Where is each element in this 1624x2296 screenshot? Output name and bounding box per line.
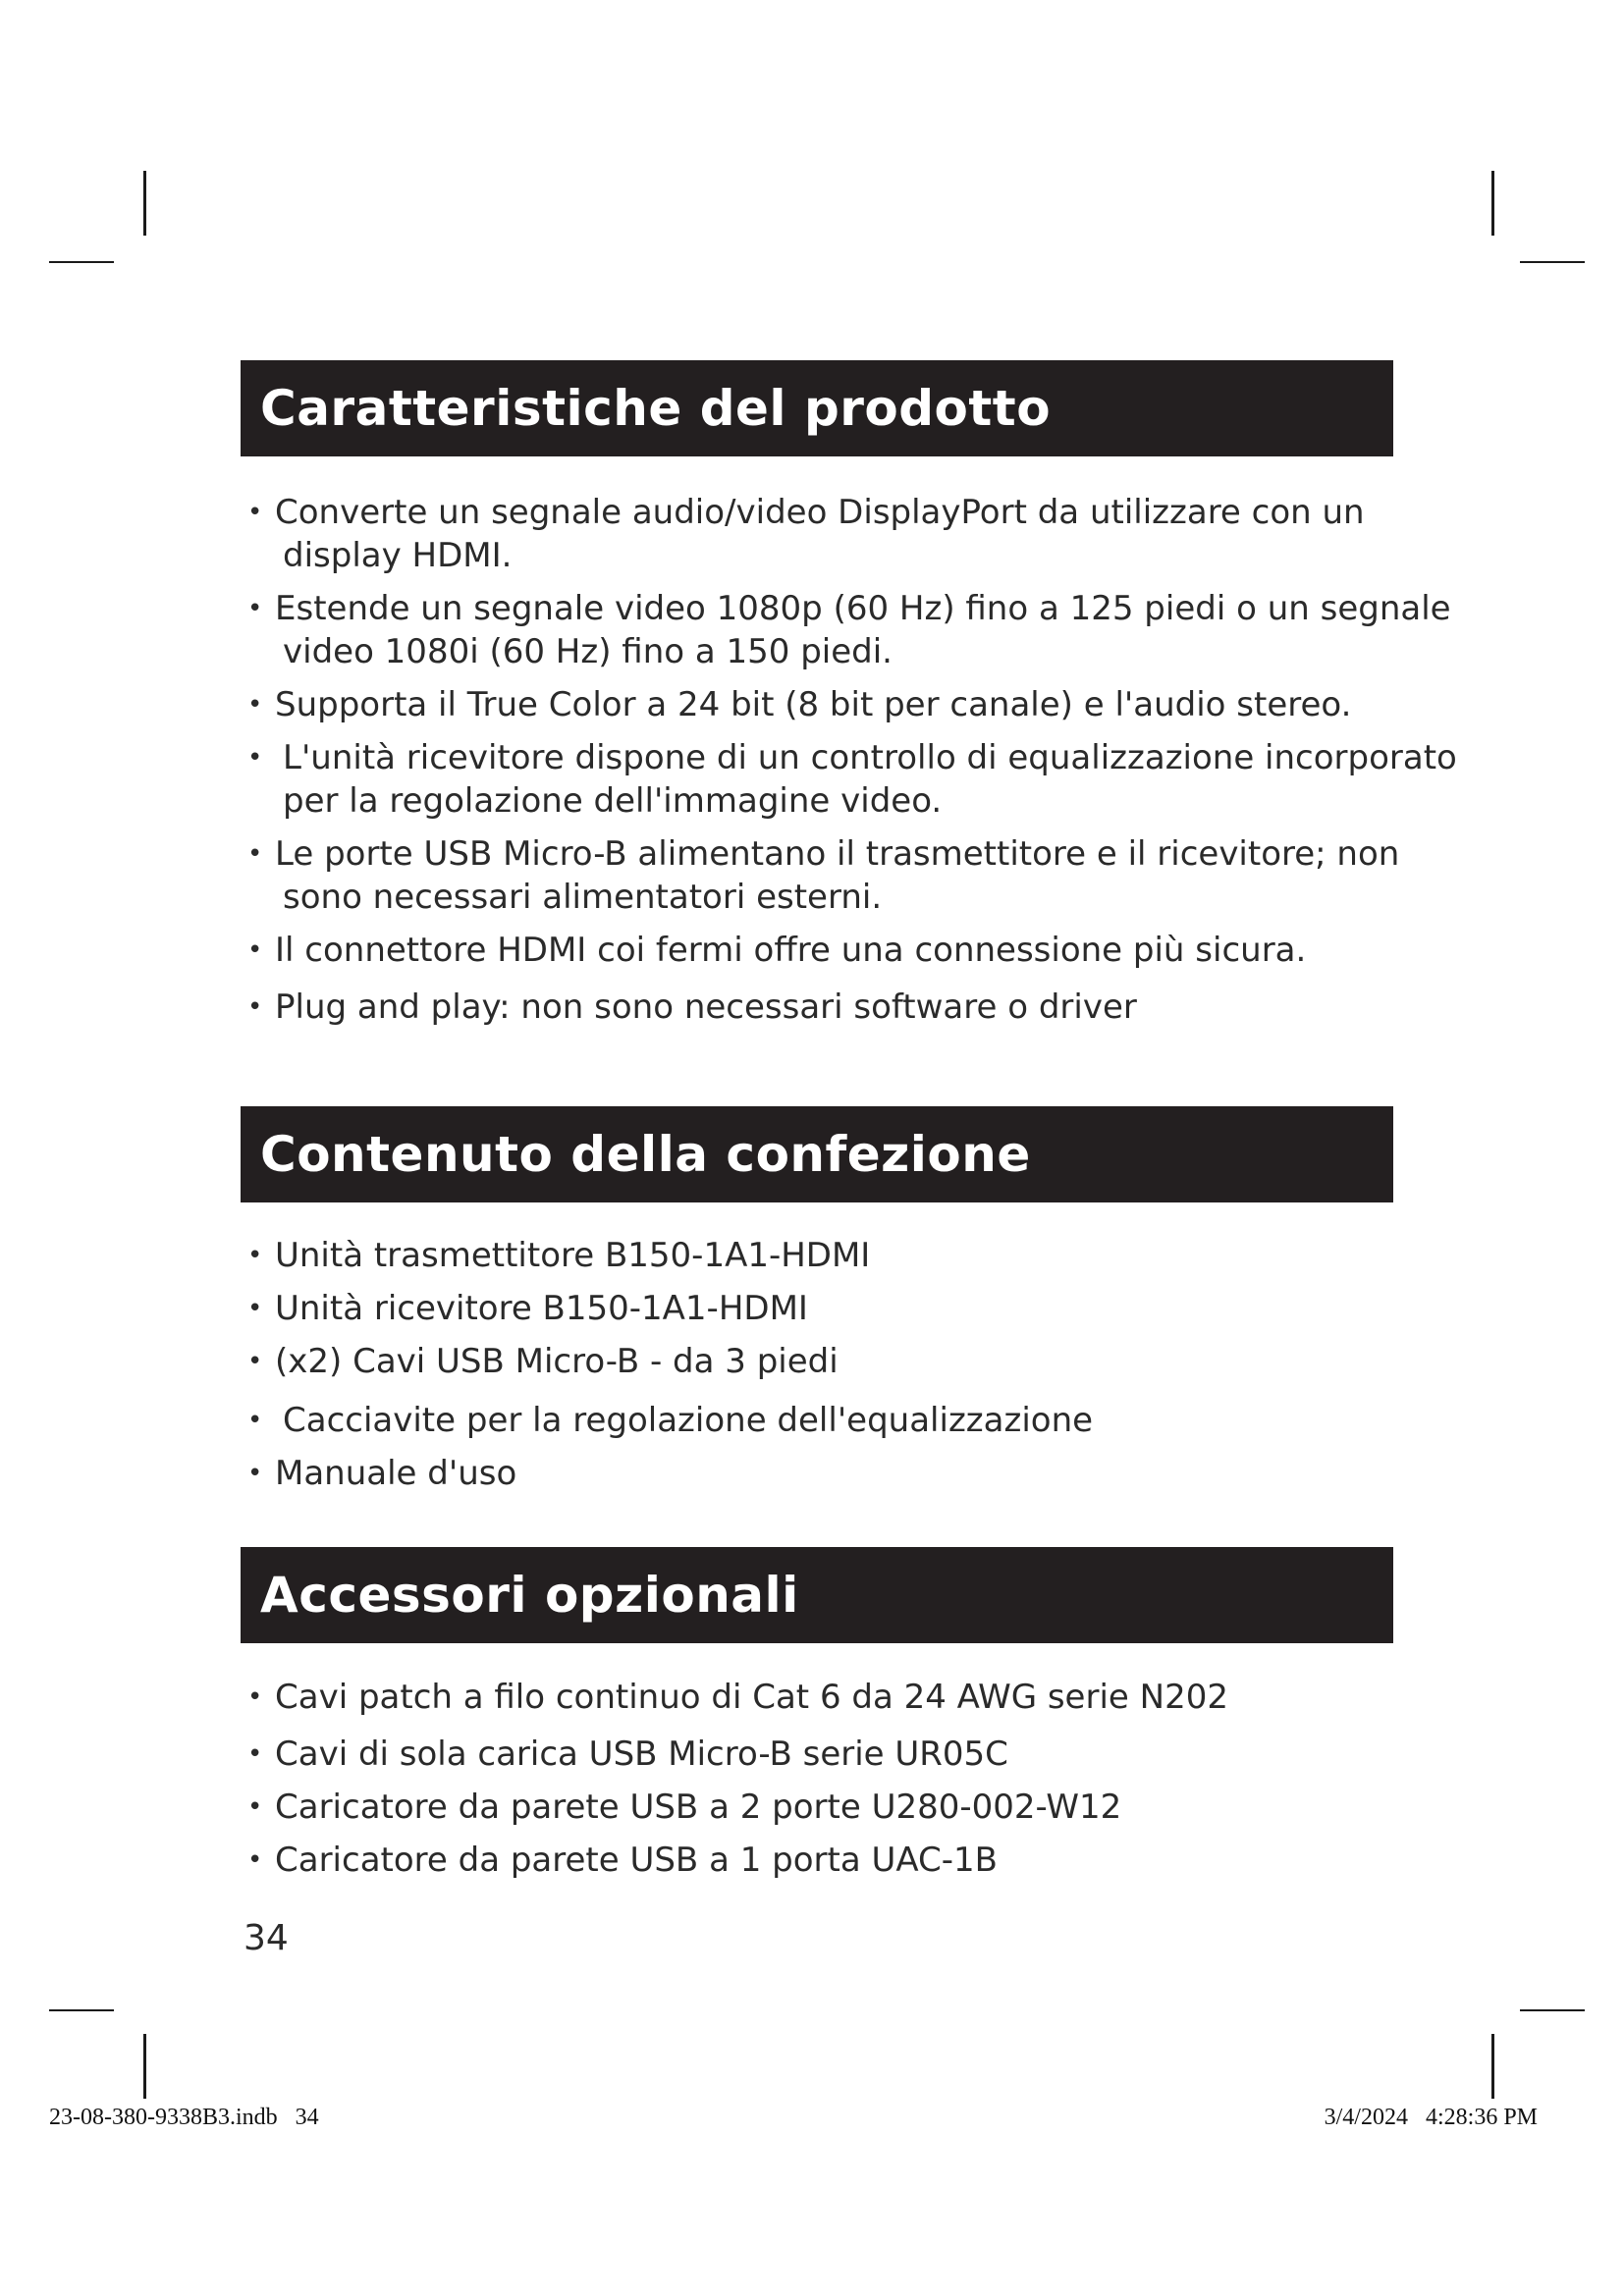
bullet-icon: • (247, 839, 263, 869)
crop-mark-top-right-horizontal (1520, 261, 1585, 263)
slug-file-info: 23-08-380-9338B3.indb 34 (49, 2105, 319, 2130)
list-item: • Caricatore da parete USB a 1 porta UAC-1B (247, 1841, 998, 1880)
section-title-features: Caratteristiche del prodotto (260, 380, 1052, 437)
section-title-package-contents: Contenuto della confezione (260, 1126, 1031, 1183)
list-item: • Le porte USB Micro-B alimentano il trasmettitore e il ricevitore; non sono necessari alimentatori esterni. (247, 834, 1400, 917)
bullet-icon: • (247, 1792, 263, 1822)
bullet-icon: • (247, 1682, 263, 1712)
slug-timestamp: 3/4/2024 4:28:36 PM (1324, 2105, 1538, 2130)
bullet-icon: • (247, 1294, 263, 1323)
bullet-icon: • (247, 1241, 263, 1270)
bullet-icon: • (247, 594, 263, 623)
features-list (244, 491, 1457, 1029)
crop-mark-top-right-vertical (1491, 171, 1494, 236)
list-item: • Cavi di sola carica USB Micro-B serie UR05C (247, 1735, 1008, 1774)
bullet-icon: • (247, 1845, 263, 1875)
section-header-package-contents (241, 1106, 1393, 1202)
list-item: • Unità ricevitore B150-1A1-HDMI (247, 1289, 808, 1328)
section-header-optional-accessories (241, 1547, 1393, 1643)
list-item: • Plug and play: non sono necessari software o driver (247, 988, 1137, 1027)
crop-mark-top-left-vertical (143, 171, 146, 236)
bullet-icon: • (247, 1347, 263, 1376)
crop-mark-bottom-left-horizontal (49, 2009, 114, 2011)
bullet-icon: • (247, 743, 263, 773)
list-item: • Manuale d'uso (247, 1454, 517, 1493)
section-title-optional-accessories: Accessori opzionali (260, 1567, 799, 1624)
optional-accessories-list (244, 1676, 1412, 1882)
list-item: • Supporta il True Color a 24 bit (8 bit per canale) e l'audio stereo. (247, 685, 1352, 724)
list-item: • Cacciavite per la regolazione dell'equalizzazione (247, 1401, 1094, 1440)
crop-mark-bottom-right-vertical (1491, 2034, 1494, 2099)
bullet-icon: • (247, 1739, 263, 1769)
package-contents-list (244, 1234, 1412, 1495)
page-number: 34 (244, 1918, 289, 1958)
list-item: • Il connettore HDMI coi fermi offre una connessione più sicura. (247, 931, 1307, 970)
bullet-icon: • (247, 992, 263, 1022)
list-item: • Caricatore da parete USB a 2 porte U280-002-W12 (247, 1788, 1122, 1827)
bullet-icon: • (247, 690, 263, 720)
bullet-icon: • (247, 1459, 263, 1488)
crop-mark-bottom-right-horizontal (1520, 2009, 1585, 2011)
bullet-icon: • (247, 1406, 263, 1435)
list-item: • Unità trasmettitore B150-1A1-HDMI (247, 1236, 871, 1275)
list-item: • Cavi patch a filo continuo di Cat 6 da 24 AWG serie N202 (247, 1678, 1228, 1717)
list-item: • Estende un segnale video 1080p (60 Hz) fino a 125 piedi o un segnale video 1080i (60 Hz) fino a 150 piedi. (247, 589, 1451, 671)
bullet-icon: • (247, 935, 263, 965)
crop-mark-bottom-left-vertical (143, 2034, 146, 2099)
section-header-features (241, 360, 1393, 456)
bullet-icon: • (247, 498, 263, 527)
crop-mark-top-left-horizontal (49, 261, 114, 263)
list-item: • (x2) Cavi USB Micro-B - da 3 piedi (247, 1342, 839, 1381)
list-item: • L'unità ricevitore dispone di un controllo di equalizzazione incorporato per la regolazione dell'immagine video. (247, 738, 1457, 821)
list-item: • Converte un segnale audio/video DisplayPort da utilizzare con un display HDMI. (247, 493, 1365, 575)
